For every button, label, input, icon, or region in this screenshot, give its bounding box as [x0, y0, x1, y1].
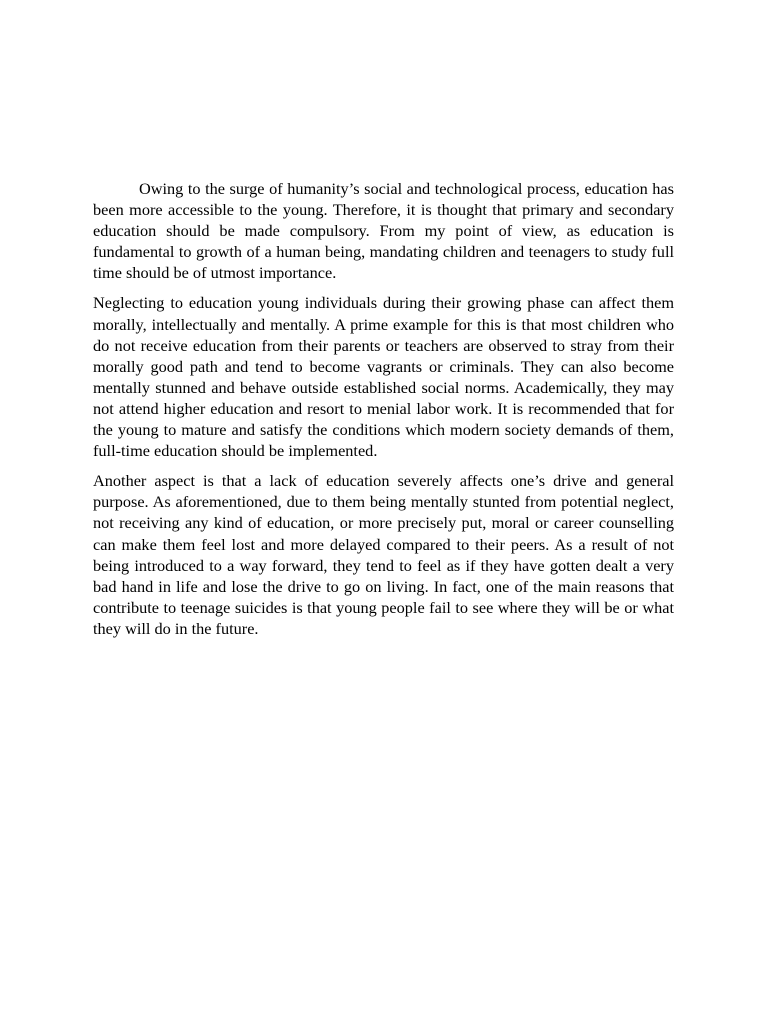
- essay-body: [93, 178, 674, 648]
- paragraph-body-2: Another aspect is that a lack of education severely affects one’s drive and general purpose. As aforementioned, due to them being mentally stunted from potential neglect, not receiving any kind of education, or more precisely put, moral or career counselling can make them feel lost and more delayed compared to their peers. As a result of not being introduced to a way forward, they tend to feel as if they have gotten dealt a very bad hand in life and lose the drive to go on living. In fact, one of the main reasons that contribute to teenage suicides is that young people fail to see where they will be or what they will do in the future.: [93, 471, 674, 638]
- paragraph-intro: Owing to the surge of humanity’s social and technological process, education has been more accessible to the young. Therefore, it is thought that primary and secondary education should be made compulsory. From my point of view, as education is fundamental to growth of a human being, mandating children and teenagers to study full time should be of utmost importance.: [93, 179, 674, 283]
- paragraph-body-1: Neglecting to education young individuals during their growing phase can affect them morally, intellectually and mentally. A prime example for this is that most children who do not receive education from their parents or teachers are observed to stray from their morally good path and tend to become vagrants or criminals. They can also become mentally stunned and behave outside established social norms. Academically, they may not attend higher education and resort to menial labor work. It is recommended that for the young to mature and satisfy the conditions which modern society demands of them, full-time education should be implemented.: [93, 293, 674, 461]
